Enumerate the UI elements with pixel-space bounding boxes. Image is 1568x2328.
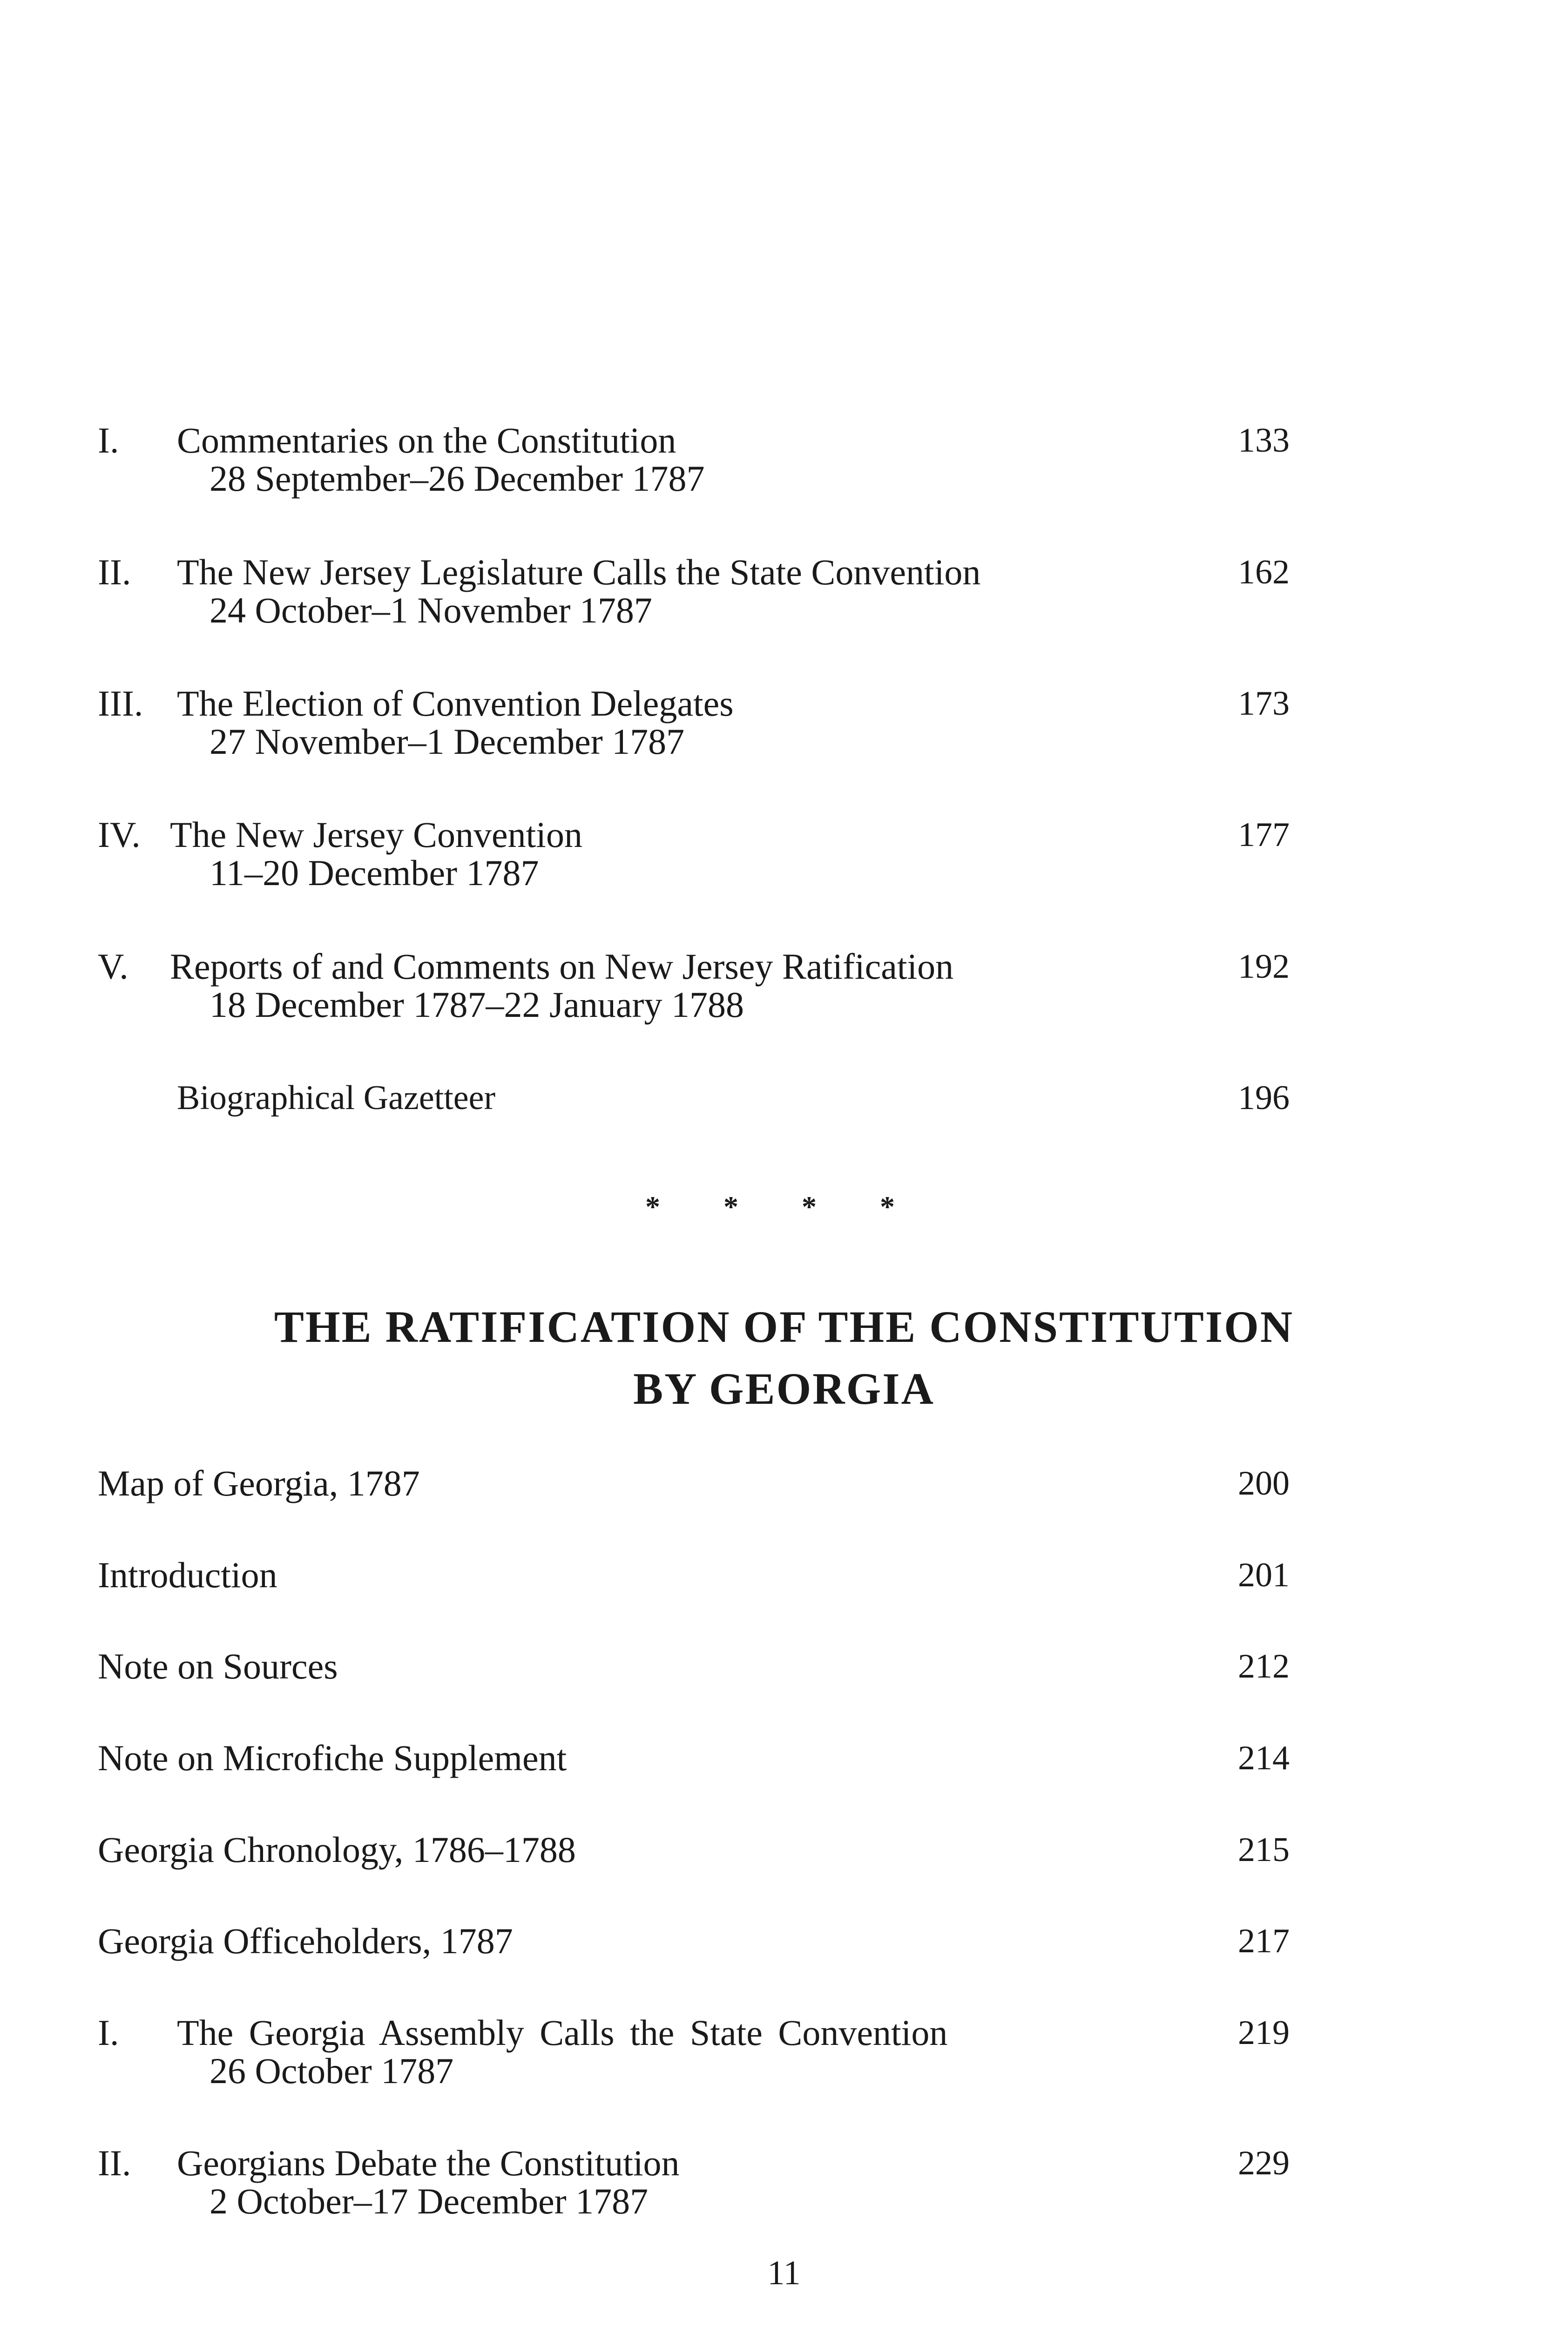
entry-numeral: III. — [98, 683, 143, 724]
entry-page-number: 217 — [1238, 1922, 1290, 1960]
entry-title: Note on Microfiche Supplement — [98, 1738, 567, 1778]
entry-title: Note on Sources — [98, 1646, 338, 1686]
entry-page-number: 219 — [1238, 2014, 1290, 2052]
entry-dates: 24 October–1 November 1787 — [210, 590, 652, 630]
georgia-heading-line-2: BY GEORGIA — [633, 1364, 935, 1414]
entry-page-number: 200 — [1238, 1464, 1290, 1502]
entry-page-number: 201 — [1238, 1556, 1290, 1594]
entry-numeral: IV. — [98, 814, 141, 855]
entry-title: Map of Georgia, 1787 — [98, 1463, 420, 1503]
section-separator: * * * * — [645, 1190, 923, 1223]
entry-page-number: 229 — [1238, 2144, 1290, 2182]
entry-page-number: 215 — [1238, 1831, 1290, 1869]
entry-page-number: 133 — [1238, 421, 1290, 460]
entry-page-number: 162 — [1238, 553, 1290, 591]
georgia-heading-line-1: THE RATIFICATION OF THE CONSTITUTION — [274, 1302, 1294, 1352]
entry-numeral: I. — [98, 420, 119, 460]
entry-page-number: 192 — [1238, 947, 1290, 986]
page-number: 11 — [767, 2254, 801, 2292]
entry-page-number: 214 — [1238, 1739, 1290, 1777]
entry-title: Georgia Chronology, 1786–1788 — [98, 1829, 576, 1870]
entry-page-number: 196 — [1238, 1079, 1290, 1117]
entry-numeral: II. — [98, 552, 131, 592]
entry-title: Biographical Gazetteer — [177, 1079, 496, 1117]
entry-dates: 26 October 1787 — [210, 2051, 454, 2091]
entry-title: Reports of and Comments on New Jersey Ratification — [170, 946, 954, 987]
entry-title: Georgia Officeholders, 1787 — [98, 1921, 513, 1961]
entry-page-number: 212 — [1238, 1647, 1290, 1685]
entry-title: The New Jersey Legislature Calls the State Convention — [177, 552, 981, 592]
entry-dates: 28 September–26 December 1787 — [210, 458, 705, 499]
entry-dates: 2 October–17 December 1787 — [210, 2181, 649, 2221]
entry-numeral: I. — [98, 2012, 119, 2053]
entry-title: Introduction — [98, 1555, 277, 1595]
entry-title: The Georgia Assembly Calls the State Convention — [177, 2012, 948, 2053]
entry-title: Commentaries on the Constitution — [177, 420, 676, 460]
entry-page-number: 177 — [1238, 816, 1290, 854]
entry-numeral: II. — [98, 2143, 131, 2183]
entry-dates: 18 December 1787–22 January 1788 — [210, 984, 744, 1025]
entry-title: The New Jersey Convention — [170, 814, 582, 855]
entry-page-number: 173 — [1238, 684, 1290, 723]
entry-numeral: V. — [98, 946, 128, 987]
entry-title: Georgians Debate the Constitution — [177, 2143, 680, 2183]
entry-dates: 11–20 December 1787 — [210, 853, 539, 893]
entry-title: The Election of Convention Delegates — [177, 683, 734, 724]
entry-dates: 27 November–1 December 1787 — [210, 721, 685, 762]
